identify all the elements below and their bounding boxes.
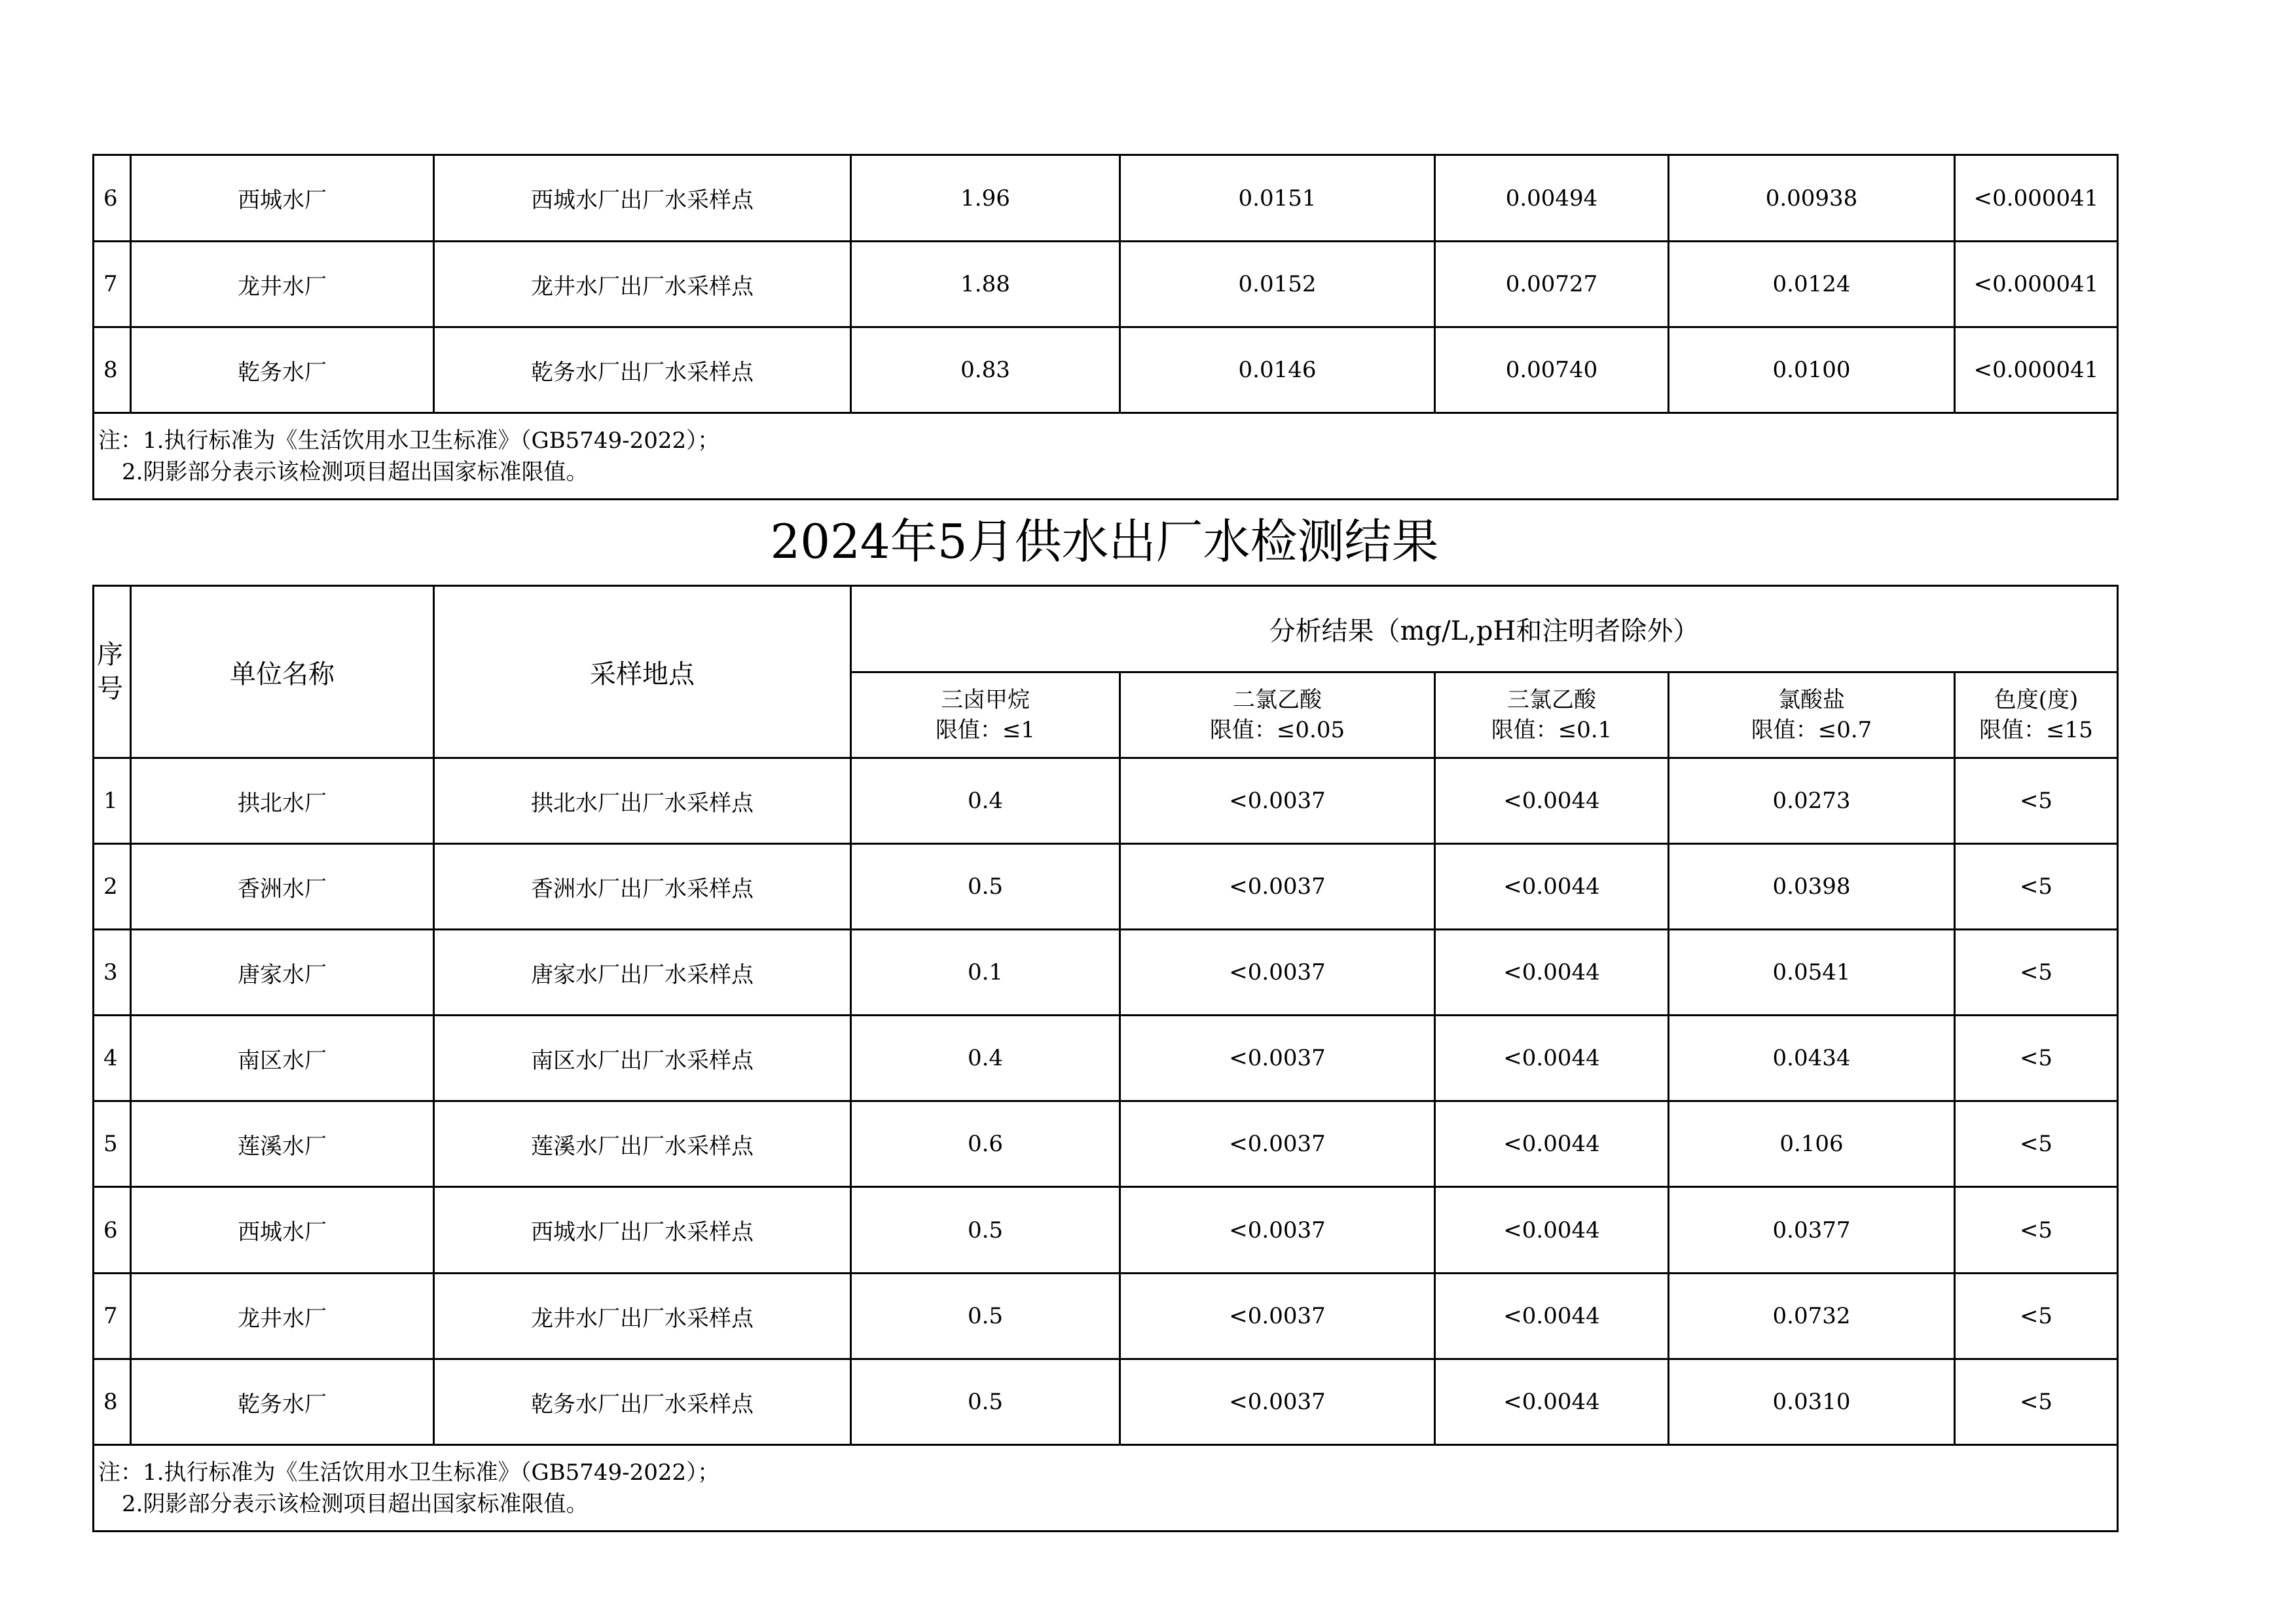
value-cell: 0.1 [851,930,1120,1016]
value-cell: <0.0037 [1120,1274,1435,1359]
value-cell: <0.0037 [1120,844,1435,930]
value-cell: <0.0044 [1435,844,1669,930]
item-limit: 限值：≤0.7 [1751,717,1872,743]
value-cell: <5 [1955,844,2118,930]
item-limit: 限值：≤0.1 [1491,717,1613,743]
value-cell: 0.0434 [1669,1016,1955,1101]
value-cell: 0.83 [851,327,1120,413]
unit-cell: 西城水厂 [131,155,434,242]
table-row [94,242,2118,327]
page-title: 2024年5月供水出厂水检测结果 [770,514,1439,569]
value-cell: 0.0273 [1669,758,1955,844]
value-cell: <5 [1955,930,2118,1016]
site-cell: 西城水厂出厂水采样点 [434,1187,851,1274]
item-header [851,672,1120,758]
table-row [94,930,2118,1016]
item-header [1435,672,1669,758]
unit-cell: 莲溪水厂 [131,1101,434,1187]
table-row [94,327,2118,413]
table-row [94,844,2118,930]
value-cell: 0.0377 [1669,1187,1955,1274]
table-row [94,1274,2118,1359]
seq-cell: 8 [94,327,131,413]
value-cell: 0.4 [851,758,1120,844]
value-cell: <0.0044 [1435,1187,1669,1274]
value-cell: 1.88 [851,242,1120,327]
value-cell: 0.0732 [1669,1274,1955,1359]
item-name: 二氯乙酸 [1233,687,1322,713]
value-cell: 0.0146 [1120,327,1435,413]
analysis-header: 分析结果（mg/L,pH和注明者除外） [851,586,2118,672]
table-row [94,1016,2118,1101]
value-cell: 0.5 [851,1359,1120,1445]
seq-cell: 8 [94,1359,131,1445]
unit-cell: 唐家水厂 [131,930,434,1016]
value-cell: 0.0541 [1669,930,1955,1016]
seq-cell: 4 [94,1016,131,1101]
value-cell: 0.106 [1669,1101,1955,1187]
value-cell: <5 [1955,758,2118,844]
header-row [94,586,2118,672]
note-row [94,413,2118,500]
site-cell: 龙井水厂出厂水采样点 [434,242,851,327]
table-note [94,1445,2118,1532]
value-cell: <0.0037 [1120,1359,1435,1445]
value-cell: 0.0152 [1120,242,1435,327]
value-cell: <0.0037 [1120,758,1435,844]
value-cell: 0.0100 [1669,327,1955,413]
value-cell: 0.00740 [1435,327,1669,413]
table-row [94,758,2118,844]
value-cell: <5 [1955,1101,2118,1187]
item-name: 色度(度) [1994,687,2079,713]
site-cell: 西城水厂出厂水采样点 [434,155,851,242]
note-line: 2.阴影部分表示该检测项目超出国家标准限值。 [122,1490,589,1517]
seq-cell: 7 [94,1274,131,1359]
item-header [1120,672,1435,758]
seq-cell: 6 [94,155,131,242]
site-cell: 香洲水厂出厂水采样点 [434,844,851,930]
value-cell: <5 [1955,1274,2118,1359]
item-header [1955,672,2118,758]
item-limit: 限值：≤15 [1979,717,2093,743]
item-name: 三氯乙酸 [1507,687,1596,713]
site-cell: 龙井水厂出厂水采样点 [434,1274,851,1359]
value-cell: <5 [1955,1359,2118,1445]
unit-cell: 龙井水厂 [131,1274,434,1359]
site-cell: 南区水厂出厂水采样点 [434,1016,851,1101]
table-note [94,413,2118,500]
site-cell: 莲溪水厂出厂水采样点 [434,1101,851,1187]
value-cell: <0.0037 [1120,1101,1435,1187]
seq-cell: 1 [94,758,131,844]
value-cell: 0.5 [851,1274,1120,1359]
unit-cell: 乾务水厂 [131,327,434,413]
value-cell: <0.0044 [1435,1016,1669,1101]
value-cell: 0.00494 [1435,155,1669,242]
site-cell: 唐家水厂出厂水采样点 [434,930,851,1016]
unit-cell: 西城水厂 [131,1187,434,1274]
value-cell: <0.0044 [1435,758,1669,844]
table-row [94,1359,2118,1445]
item-limit: 限值：≤1 [935,717,1036,743]
item-limit: 限值：≤0.05 [1209,717,1345,743]
unit-cell: 乾务水厂 [131,1359,434,1445]
seq-header: 序号 [94,586,131,758]
value-cell: 0.0151 [1120,155,1435,242]
value-cell: 0.00938 [1669,155,1955,242]
value-cell: <0.000041 [1955,242,2118,327]
unit-cell: 拱北水厂 [131,758,434,844]
value-cell: 1.96 [851,155,1120,242]
value-cell: 0.5 [851,844,1120,930]
value-cell: 0.4 [851,1016,1120,1101]
table-row [94,1187,2118,1274]
table-row [94,1101,2118,1187]
value-cell: 0.00727 [1435,242,1669,327]
unit-header: 单位名称 [131,586,434,758]
value-cell: 0.0124 [1669,242,1955,327]
value-cell: <0.0044 [1435,1274,1669,1359]
seq-cell: 3 [94,930,131,1016]
unit-cell: 香洲水厂 [131,844,434,930]
seq-cell: 6 [94,1187,131,1274]
value-cell: <0.000041 [1955,327,2118,413]
value-cell: 0.5 [851,1187,1120,1274]
value-cell: <5 [1955,1016,2118,1101]
value-cell: <0.0037 [1120,930,1435,1016]
seq-cell: 5 [94,1101,131,1187]
note-row [94,1445,2118,1532]
value-cell: <0.0044 [1435,930,1669,1016]
value-cell: <0.0044 [1435,1101,1669,1187]
site-header: 采样地点 [434,586,851,758]
value-cell: <0.000041 [1955,155,2118,242]
note-line: 2.阴影部分表示该检测项目超出国家标准限值。 [122,458,589,485]
value-cell: <5 [1955,1187,2118,1274]
note-line: 注：1.执行标准为《生活饮用水卫生标准》（GB5749-2022）； [98,1459,720,1486]
bottom-results-table [92,585,2119,1532]
seq-cell: 2 [94,844,131,930]
item-name: 氯酸盐 [1778,687,1845,713]
value-cell: <0.0037 [1120,1187,1435,1274]
seq-cell: 7 [94,242,131,327]
item-name: 三卤甲烷 [941,687,1030,713]
site-cell: 拱北水厂出厂水采样点 [434,758,851,844]
value-cell: <0.0037 [1120,1016,1435,1101]
unit-cell: 龙井水厂 [131,242,434,327]
top-results-table [92,154,2119,500]
value-cell: 0.6 [851,1101,1120,1187]
site-cell: 乾务水厂出厂水采样点 [434,1359,851,1445]
note-line: 注：1.执行标准为《生活饮用水卫生标准》（GB5749-2022）； [98,427,720,454]
table-row [94,155,2118,242]
unit-cell: 南区水厂 [131,1016,434,1101]
value-cell: 0.0310 [1669,1359,1955,1445]
value-cell: 0.0398 [1669,844,1955,930]
site-cell: 乾务水厂出厂水采样点 [434,327,851,413]
item-header [1669,672,1955,758]
value-cell: <0.0044 [1435,1359,1669,1445]
